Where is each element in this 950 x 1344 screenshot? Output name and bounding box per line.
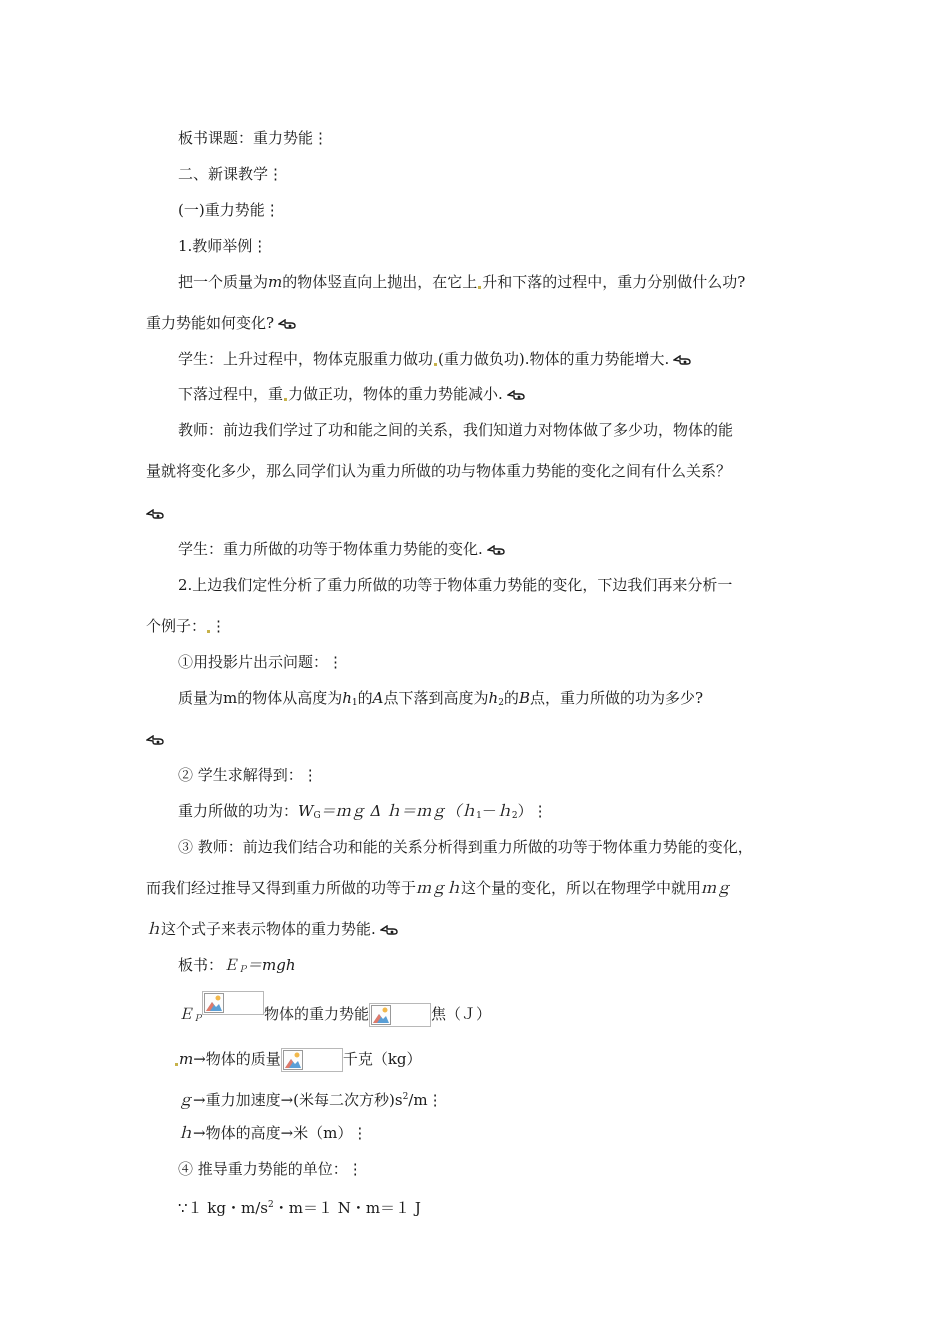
broken-image-icon (369, 1003, 431, 1027)
text: ③ 教师：前边我们结合功和能的关系分析得到重力所做的功等于物体重力势能的变化， (178, 838, 753, 856)
text: 重力所做的功为： (178, 802, 299, 820)
math-h: ｈ (461, 802, 477, 820)
text: 重力势能如何变化? (146, 314, 275, 332)
math-w: W (298, 802, 314, 820)
math-h: ｈ (146, 920, 162, 938)
line-ep-definition (178, 991, 491, 1029)
line-board-topic (178, 128, 328, 148)
text: 量就将变化多少，那么同学们认为重力所做的功与物体重力势能的变化之间有什么关系？ (146, 462, 732, 480)
line-work-formula (178, 801, 548, 826)
math-mg: ｍｇ (701, 879, 732, 897)
text: 这个式子来表示物体的重力势能. (161, 920, 376, 938)
line-unit-equation (178, 1195, 421, 1218)
subscript: 1 (476, 811, 482, 821)
subscript: Ｐ (238, 965, 248, 975)
paragraph-arrow-mark-icon (380, 925, 398, 935)
text: 板书： (178, 956, 224, 974)
line-teacher-summary-2 (146, 878, 731, 898)
text: 的物体竖直向上抛出，在它上 (282, 273, 478, 291)
text: 点，重力所做的功为多少? (529, 689, 704, 707)
math-m: m (179, 1050, 194, 1068)
line-student-answer-1 (178, 349, 691, 369)
line-teacher-summary-3 (146, 919, 398, 939)
math-e: Ｅ (223, 956, 239, 974)
line-mark-only (146, 729, 164, 749)
text: /m⋮ (408, 1091, 443, 1109)
math-delta: Δ (370, 802, 382, 820)
math-m: m (268, 273, 283, 291)
line-board-formula (178, 955, 296, 980)
text: 教师：前边我们学过了功和能之间的关系，我们知道力对物体做了多少功，物体的能 (178, 421, 734, 439)
text: ④ 推导重力势能的单位：⋮ (178, 1160, 363, 1178)
text: 质量为m的物体从高度为 (178, 689, 343, 707)
text: 的 (503, 689, 519, 707)
text: (重力做负功).物体的重力势能增大. (438, 350, 670, 368)
text: 1.教师举例⋮ (178, 237, 268, 255)
line-teacher-question-1 (178, 420, 733, 440)
line-question-part2 (146, 313, 296, 333)
text: ② 学生求解得到：⋮ (178, 766, 318, 784)
subscript: Ｐ (193, 1014, 203, 1024)
text: 而我们经过推导又得到重力所做的功等于 (146, 879, 417, 897)
marker-dot (207, 630, 210, 633)
line-h-definition (178, 1123, 367, 1143)
text: 这个量的变化，所以在物理学中就用 (461, 879, 702, 897)
text: →重力加速度→(米每二次方秒)s (193, 1091, 403, 1109)
paragraph-arrow-mark-icon (278, 319, 296, 329)
line-problem-statement (178, 688, 703, 713)
line-teacher-example (178, 236, 267, 256)
paragraph-arrow-mark-icon (487, 545, 505, 555)
text: 2.上边我们定性分析了重力所做的功等于物体重力势能的变化，下边我们再来分析一 (178, 576, 733, 594)
paragraph-arrow-mark-icon (673, 355, 691, 365)
marker-dot (434, 363, 437, 366)
line-mass-definition (174, 1048, 422, 1072)
math-g: ｇ (178, 1091, 194, 1109)
math-expr: ＝ｍｇ (320, 802, 366, 820)
math-h: h (342, 689, 352, 707)
line-new-lesson (178, 164, 283, 184)
line-mark-only (146, 503, 164, 523)
text: 点下落到高度为 (383, 689, 489, 707)
paragraph-arrow-mark-icon (146, 735, 164, 745)
line-g-definition (178, 1087, 443, 1110)
text: 升和下落的过程中，重力分别做什么功? (482, 273, 746, 291)
math-e: Ｅ (178, 1005, 194, 1023)
text: →物体的质量 (193, 1050, 281, 1068)
math-point-a: A (372, 689, 384, 707)
text: 物体的重力势能 (264, 1005, 370, 1023)
text: 学生：重力所做的功等于物体重力势能的变化. (178, 540, 483, 558)
text: ①用投影片出示问题：⋮ (178, 653, 344, 671)
marker-dot (175, 1063, 178, 1066)
text: ⋮ (211, 617, 227, 635)
line-question-part1 (178, 272, 745, 292)
broken-image-icon (202, 991, 264, 1015)
math-h: h (488, 689, 499, 707)
math-point-b: B (518, 689, 530, 707)
text: (一)重力势能⋮ (178, 201, 280, 219)
math-mgh: ｍｇｈ (416, 879, 462, 897)
text: 千克（kg） (342, 1050, 422, 1068)
text: 下落过程中，重 (178, 385, 284, 403)
math-minus: － (481, 802, 497, 820)
math-h: ｈ (496, 802, 512, 820)
text: ）⋮ (517, 802, 548, 820)
superscript: 2 (402, 1092, 409, 1102)
text: 力做正功，物体的重力势能减小. (288, 385, 503, 403)
math-expr: ＝mgh (247, 956, 296, 974)
text: ∵１ kg・m/s (178, 1199, 268, 1217)
subscript: 2 (511, 811, 518, 821)
paragraph-arrow-mark-icon (146, 509, 164, 519)
line-student-solve (178, 765, 318, 785)
math-h: ｈ (178, 1124, 194, 1142)
subscript: G (313, 811, 321, 821)
subscript: 1 (351, 698, 358, 708)
line-student-answer-2 (178, 384, 525, 404)
text: 个例子： (146, 617, 207, 635)
text: 学生：上升过程中，物体克服重力做功 (178, 350, 434, 368)
line-example-intro-1 (178, 575, 732, 595)
text: 二、新课教学⋮ (178, 165, 284, 183)
text: 的 (357, 689, 373, 707)
broken-image-icon (281, 1048, 343, 1072)
marker-dot (478, 286, 481, 289)
text: 把一个质量为 (178, 273, 269, 291)
text: ・m＝１ N・m＝１ J (273, 1199, 421, 1217)
line-teacher-summary-1 (178, 837, 753, 857)
line-teacher-question-2 (146, 461, 731, 481)
math-expr: ｈ＝ｍｇ（ (386, 802, 462, 820)
paragraph-arrow-mark-icon (507, 390, 525, 400)
line-projector-question (178, 652, 343, 672)
line-section-gpe (178, 200, 280, 220)
subscript: 2 (498, 698, 504, 708)
superscript: 2 (267, 1200, 274, 1210)
line-student-answer-3 (178, 539, 505, 559)
text: →物体的高度→米（m）⋮ (193, 1124, 368, 1142)
text: 板书课题：重力势能⋮ (178, 129, 329, 147)
line-unit-derivation (178, 1159, 363, 1179)
line-example-intro-2 (146, 616, 226, 636)
text: 焦（Ｊ） (431, 1005, 492, 1023)
marker-dot (284, 398, 287, 401)
